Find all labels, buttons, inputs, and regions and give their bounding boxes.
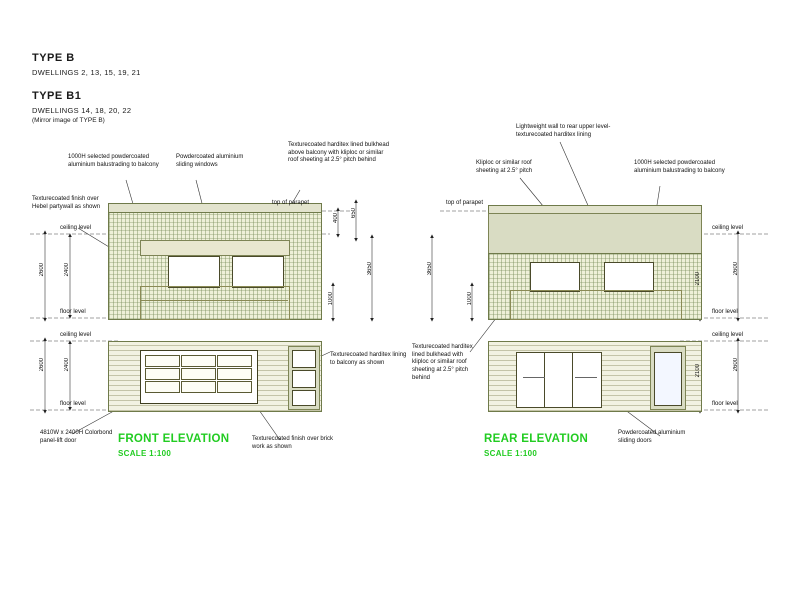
front-dim-lower-2400: 2400	[64, 358, 70, 372]
garage-panel	[181, 381, 216, 393]
title-type-b1: TYPE B1	[32, 90, 82, 102]
front-note-partywall: Texturecoated finish over Hebel partywall as shown	[32, 196, 101, 210]
rear-dim-upper-2100: 2100	[695, 272, 701, 286]
rear-note-roof-sheeting: Kliploc or similar roof sheeting at 2.5° pitch	[476, 160, 533, 174]
rear-ceiling-level-upper-label: ceiling level	[712, 225, 744, 231]
rear-note-bulkhead: Texturecoated harditex lined bulkhead with kliploc or similar roof sheeting at 2.5° pitch behind	[412, 344, 473, 381]
front-dim-upper-2400: 2400	[64, 263, 70, 277]
rear-upper-window-left	[530, 262, 580, 292]
rear-side-door	[654, 352, 682, 406]
door-mullion	[572, 353, 573, 407]
front-balustrade-rail	[140, 300, 288, 301]
front-dim-balcony-1000: 1000	[328, 292, 334, 306]
rear-elevation-scale: SCALE 1:100	[484, 449, 538, 458]
front-balcony-bulkhead	[140, 240, 290, 256]
door-mullion	[544, 353, 545, 407]
door-arrow	[575, 377, 597, 378]
front-balcony-balustrade	[140, 286, 290, 320]
front-dim-upper-2600: 2600	[39, 263, 45, 277]
front-entry-window-top	[292, 350, 316, 368]
rear-note-sliding-doors: Powdercoated aluminium sliding doors	[618, 430, 686, 444]
garage-panel	[181, 368, 216, 380]
front-note-garage-door: 4810W x 2400H Colorbond panel-lift door	[40, 430, 113, 444]
door-arrow	[523, 377, 545, 378]
front-ceiling-level-upper-label: ceiling level	[60, 225, 92, 231]
rear-top-of-parapet-label: top of parapet	[446, 200, 484, 206]
rear-note-lightweight-wall: Lightweight wall to rear upper level- texturecoated harditex lining	[516, 124, 611, 138]
rear-dim-upper-2600: 2600	[733, 262, 739, 276]
front-dim-total-3650: 3650	[367, 262, 373, 276]
front-top-of-parapet-label: top of parapet	[272, 200, 310, 206]
front-upper-window-right	[232, 256, 284, 288]
garage-panel	[181, 355, 216, 367]
front-note-lining: Texturecoated harditex lining to balcony as shown	[330, 352, 407, 366]
rear-dim-total-3650: 3650	[427, 262, 433, 276]
front-elevation-title: FRONT ELEVATION	[118, 433, 230, 445]
garage-panel	[145, 368, 180, 380]
front-dim-lower-2600: 2600	[39, 358, 45, 372]
front-upper-window-left	[168, 256, 220, 288]
rear-upper-window-right	[604, 262, 654, 292]
garage-panel	[217, 381, 252, 393]
subtitle-type-b1-dwellings: DWELLINGS 14, 18, 20, 22	[32, 106, 132, 115]
rear-dim-balcony-1000: 1000	[467, 292, 473, 306]
note-mirror-image: (Mirror image of TYPE B)	[32, 117, 105, 124]
subtitle-type-b-dwellings: DWELLINGS 2, 13, 15, 19, 21	[32, 68, 141, 77]
rear-note-balustrade: 1000H selected powdercoated aluminium balustrading to balcony	[634, 160, 725, 174]
rear-elevation-title: REAR ELEVATION	[484, 433, 589, 445]
front-entry-window-mid	[292, 370, 316, 388]
rear-dim-lower-2600: 2600	[733, 358, 739, 372]
title-type-b: TYPE B	[32, 52, 75, 64]
front-elevation-scale: SCALE 1:100	[118, 449, 172, 458]
rear-dim-lower-2100: 2100	[695, 364, 701, 378]
rear-floor-level-upper-label: floor level	[712, 309, 738, 315]
rear-sliding-doors	[516, 352, 602, 408]
front-note-windows: Powdercoated aluminium sliding windows	[176, 154, 244, 168]
front-dim-parapet-650: 650	[351, 208, 357, 219]
front-dim-parapet-400: 400	[333, 213, 339, 224]
rear-balcony-balustrade	[510, 290, 682, 320]
front-note-brickwork: Texturecoated finish over brick work as shown	[252, 436, 334, 450]
front-note-bulkhead: Texturecoated harditex lined bulkhead above balcony with kliploc or similar roof sheeting at 2.5° pitch behind	[288, 142, 390, 164]
rear-lightweight-wall	[488, 213, 702, 255]
front-garage-door	[140, 350, 258, 404]
front-note-balustrade: 1000H selected powdercoated aluminium balustrading to balcony	[68, 154, 159, 168]
front-entry-window-bottom	[292, 390, 316, 406]
rear-floor-level-lower-label: floor level	[712, 401, 738, 407]
garage-panel	[145, 381, 180, 393]
front-ceiling-level-lower-label: ceiling level	[60, 332, 92, 338]
rear-ceiling-level-lower-label: ceiling level	[712, 332, 744, 338]
garage-panel	[145, 355, 180, 367]
garage-panel	[217, 368, 252, 380]
garage-panel	[217, 355, 252, 367]
front-floor-level-upper-label: floor level	[60, 309, 86, 315]
front-floor-level-lower-label: floor level	[60, 401, 86, 407]
